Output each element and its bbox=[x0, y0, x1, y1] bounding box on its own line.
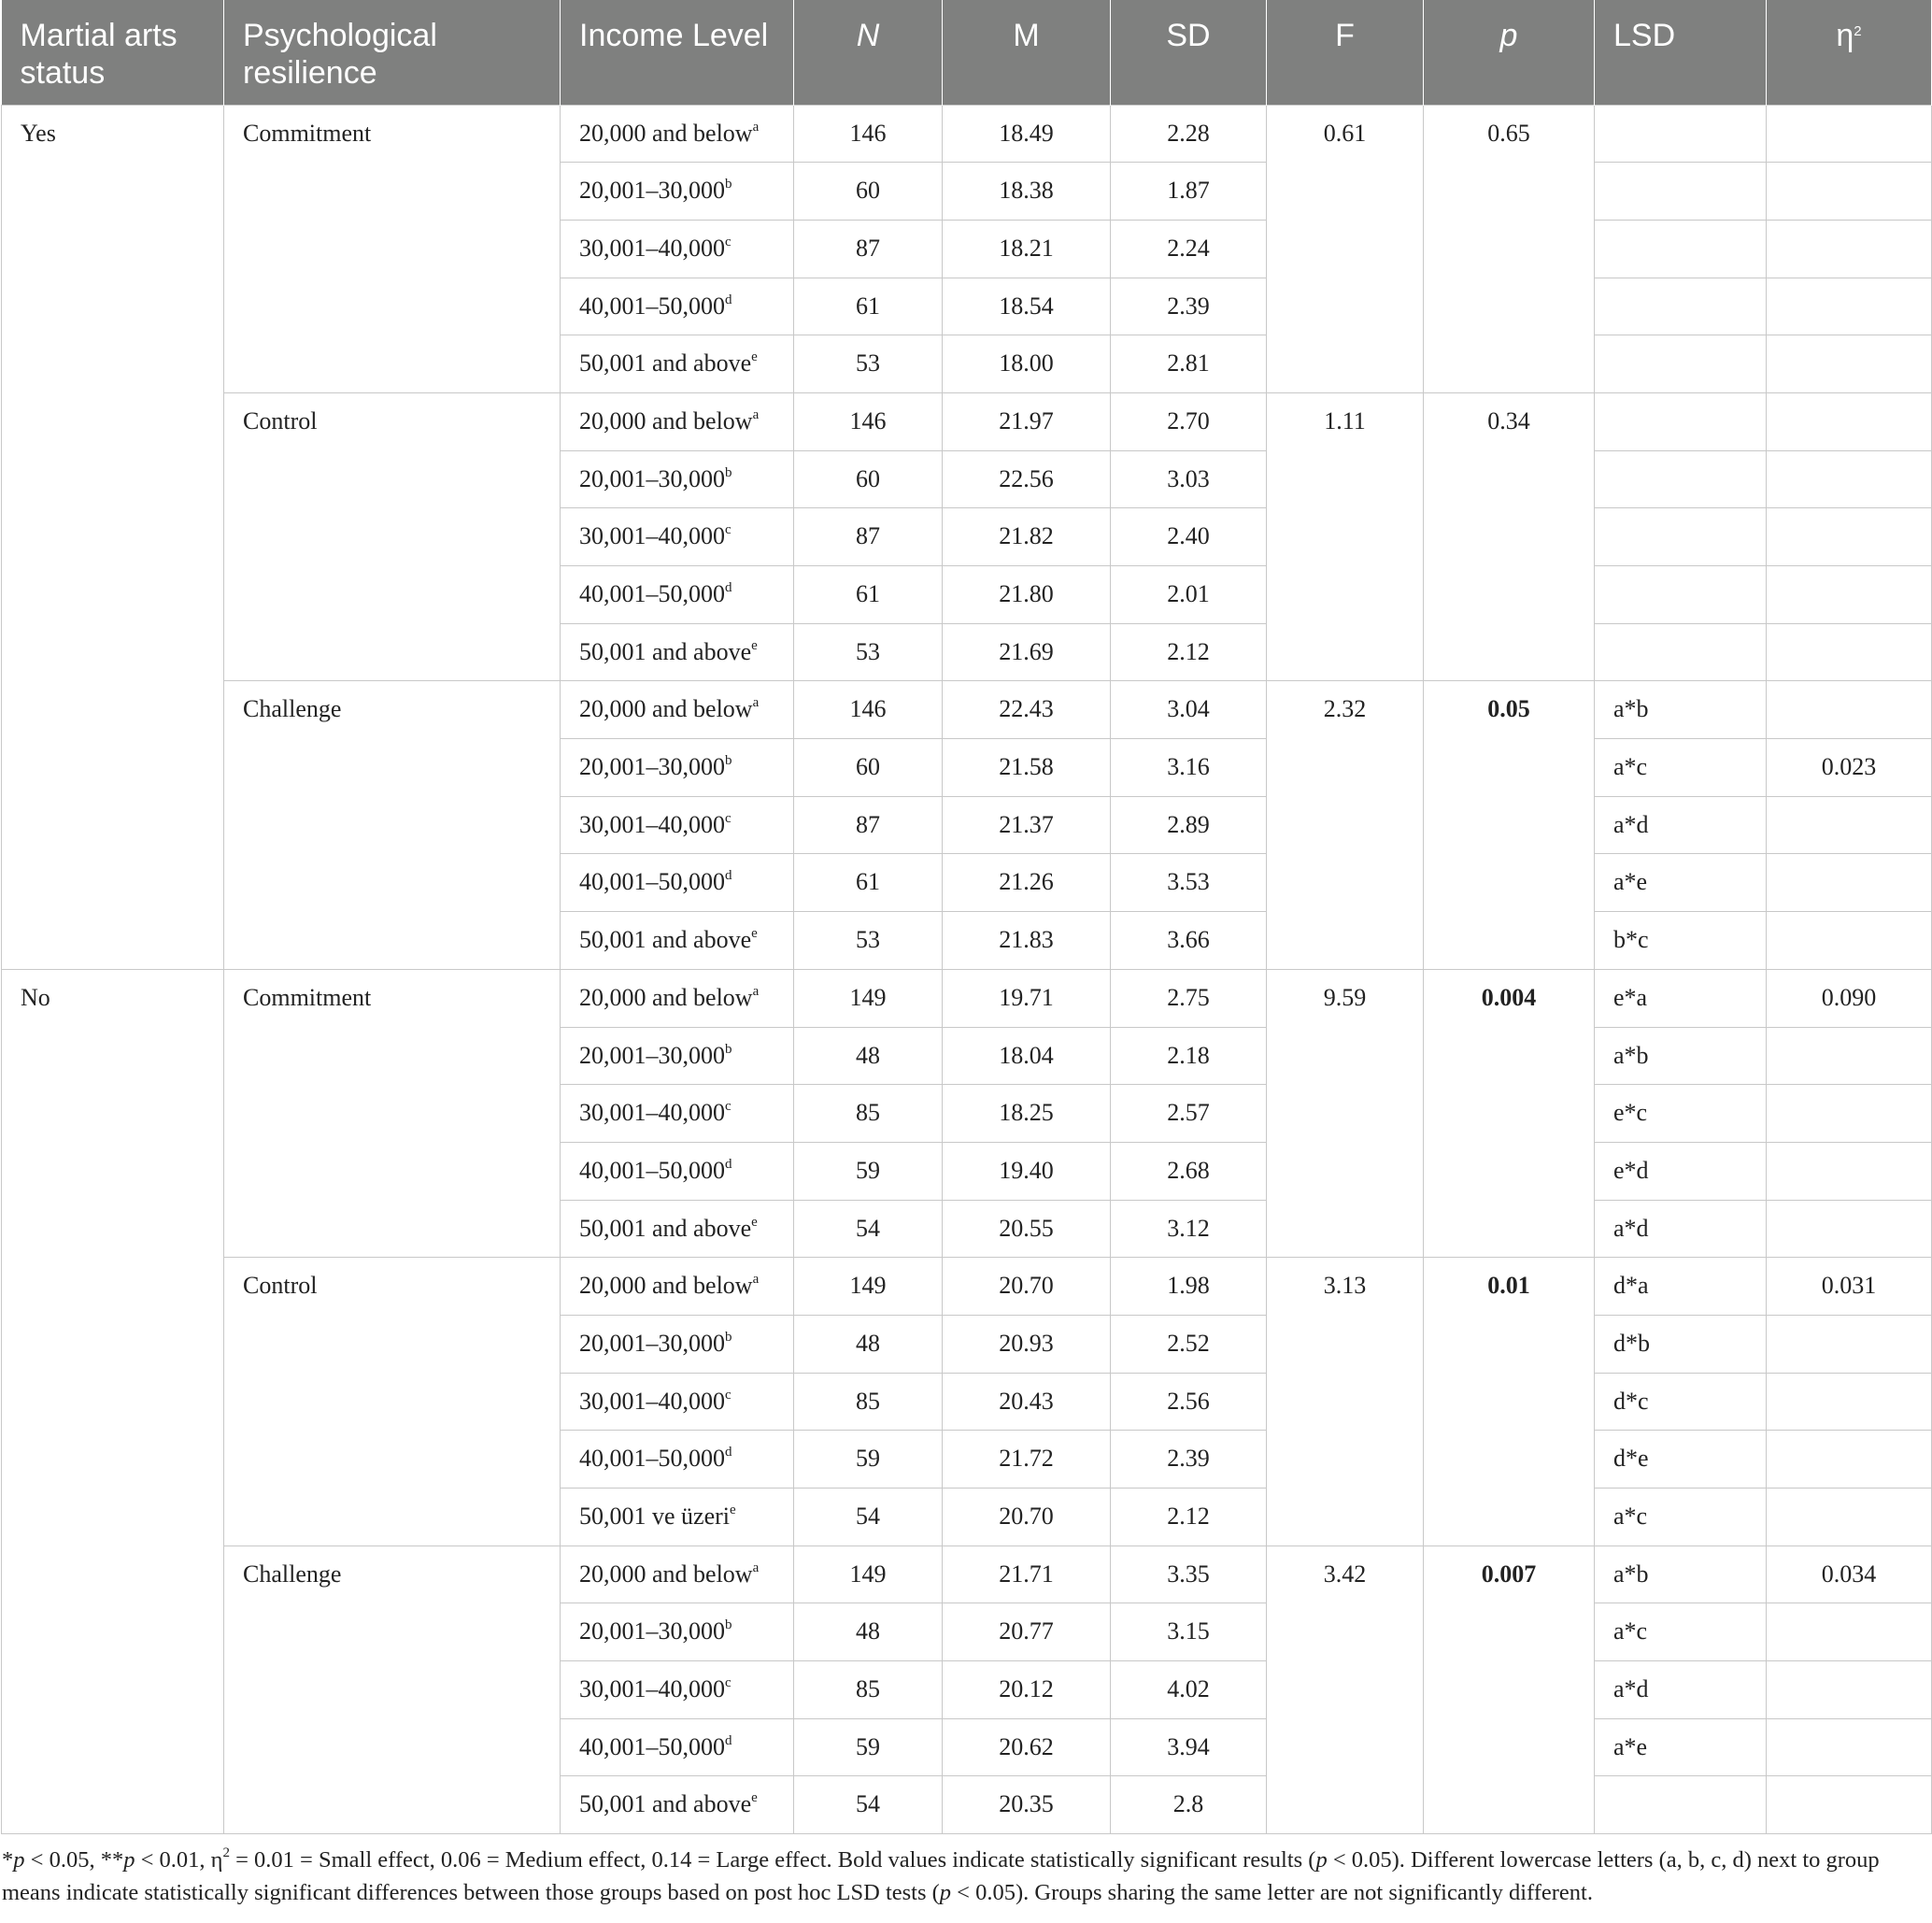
income-level-label: 20,001–30,000 bbox=[579, 1329, 725, 1357]
income-level-cell bbox=[561, 1027, 794, 1085]
mean-cell: 18.21 bbox=[943, 220, 1111, 278]
income-level-label: 20,001–30,000 bbox=[579, 753, 725, 781]
lsd-cell: a*d bbox=[1595, 1200, 1767, 1258]
income-group-letter: c bbox=[725, 1387, 732, 1403]
income-level-label: 20,001–30,000 bbox=[579, 464, 725, 492]
table-row bbox=[2, 105, 1932, 163]
mean-cell: 20.35 bbox=[943, 1776, 1111, 1834]
mean-cell: 21.71 bbox=[943, 1546, 1111, 1603]
eta-squared-cell bbox=[1767, 163, 1932, 221]
n-cell: 87 bbox=[794, 796, 943, 854]
n-cell: 61 bbox=[794, 854, 943, 912]
income-level-label: 50,001 and above bbox=[579, 1790, 752, 1818]
income-level-label: 50,001 and above bbox=[579, 637, 752, 665]
footnote-p-symbol: p bbox=[1315, 1847, 1328, 1873]
footnote-p-symbol: p bbox=[939, 1880, 952, 1905]
income-level-cell bbox=[561, 739, 794, 797]
n-cell: 85 bbox=[794, 1661, 943, 1719]
martial-arts-status-cell: Yes bbox=[2, 105, 224, 969]
mean-cell: 21.97 bbox=[943, 392, 1111, 450]
n-cell: 87 bbox=[794, 508, 943, 566]
n-cell: 59 bbox=[794, 1718, 943, 1776]
eta-squared-cell bbox=[1767, 1373, 1932, 1431]
mean-cell: 20.93 bbox=[943, 1315, 1111, 1373]
income-group-letter: d bbox=[725, 868, 732, 884]
header-eta-squared bbox=[1767, 0, 1932, 105]
f-value-cell: 3.13 bbox=[1267, 1258, 1424, 1546]
income-level-label: 30,001–40,000 bbox=[579, 234, 725, 262]
income-group-letter: b bbox=[725, 464, 732, 480]
eta-squared-cell bbox=[1767, 1315, 1932, 1373]
eta-squared-cell bbox=[1767, 1603, 1932, 1661]
sd-cell: 2.40 bbox=[1111, 508, 1267, 566]
resilience-scale-cell: Control bbox=[224, 1258, 561, 1546]
table-row bbox=[2, 681, 1932, 739]
eta-squared-cell bbox=[1767, 1489, 1932, 1546]
mean-cell: 20.43 bbox=[943, 1373, 1111, 1431]
lsd-cell: a*e bbox=[1595, 854, 1767, 912]
n-cell: 85 bbox=[794, 1373, 943, 1431]
income-group-letter: a bbox=[752, 983, 760, 999]
mean-cell: 18.00 bbox=[943, 335, 1111, 393]
income-group-letter: d bbox=[725, 1732, 732, 1748]
income-level-label: 20,001–30,000 bbox=[579, 1041, 725, 1069]
resilience-scale-cell: Commitment bbox=[224, 105, 561, 392]
p-value-cell: 0.007 bbox=[1424, 1546, 1595, 1833]
income-group-letter: c bbox=[725, 1675, 732, 1691]
income-level-label: 40,001–50,000 bbox=[579, 292, 725, 320]
f-value-cell: 2.32 bbox=[1267, 681, 1424, 969]
sd-cell: 2.70 bbox=[1111, 392, 1267, 450]
mean-cell: 22.43 bbox=[943, 681, 1111, 739]
eta-squared-cell bbox=[1767, 278, 1932, 335]
header-m: M bbox=[943, 0, 1111, 105]
header-sd: SD bbox=[1111, 0, 1267, 105]
mean-cell: 20.70 bbox=[943, 1489, 1111, 1546]
lsd-cell: a*b bbox=[1595, 681, 1767, 739]
mean-cell: 20.55 bbox=[943, 1200, 1111, 1258]
sd-cell: 2.56 bbox=[1111, 1373, 1267, 1431]
mean-cell: 19.71 bbox=[943, 969, 1111, 1027]
lsd-cell bbox=[1595, 1776, 1767, 1834]
header-p: p bbox=[1424, 0, 1595, 105]
sd-cell: 1.98 bbox=[1111, 1258, 1267, 1316]
income-level-label: 30,001–40,000 bbox=[579, 522, 725, 550]
income-group-letter: b bbox=[725, 177, 732, 192]
eta-squared-cell bbox=[1767, 1027, 1932, 1085]
n-cell: 61 bbox=[794, 278, 943, 335]
income-level-cell bbox=[561, 1661, 794, 1719]
header-income-level: Income Level bbox=[561, 0, 794, 105]
mean-cell: 20.77 bbox=[943, 1603, 1111, 1661]
sd-cell: 2.8 bbox=[1111, 1776, 1267, 1834]
p-value-cell: 0.01 bbox=[1424, 1258, 1595, 1546]
income-level-label: 40,001–50,000 bbox=[579, 1445, 725, 1473]
lsd-cell bbox=[1595, 105, 1767, 163]
sd-cell: 1.87 bbox=[1111, 163, 1267, 221]
header-f: F bbox=[1267, 0, 1424, 105]
footnote-asterisk: * bbox=[2, 1847, 14, 1873]
income-level-label: 20,000 and below bbox=[579, 983, 753, 1011]
eta-squared-cell bbox=[1767, 220, 1932, 278]
income-level-label: 40,001–50,000 bbox=[579, 580, 725, 607]
footnote-text: < 0.05). Different lowercase letters (a, b, c, d) next to group means indicate statistically significant differences between those groups based on post hoc LSD tests ( bbox=[2, 1847, 1880, 1905]
footnote-superscript: 2 bbox=[222, 1845, 230, 1860]
income-level-cell bbox=[561, 508, 794, 566]
n-cell: 60 bbox=[794, 739, 943, 797]
sd-cell: 2.75 bbox=[1111, 969, 1267, 1027]
resilience-scale-cell: Control bbox=[224, 392, 561, 680]
eta-squared-cell bbox=[1767, 796, 1932, 854]
header-row bbox=[2, 0, 1932, 105]
mean-cell: 21.82 bbox=[943, 508, 1111, 566]
lsd-cell: e*d bbox=[1595, 1142, 1767, 1200]
income-group-letter: e bbox=[751, 1790, 758, 1806]
n-cell: 146 bbox=[794, 105, 943, 163]
income-group-letter: a bbox=[752, 695, 760, 711]
n-cell: 146 bbox=[794, 681, 943, 739]
n-cell: 48 bbox=[794, 1603, 943, 1661]
income-level-cell bbox=[561, 1431, 794, 1489]
income-level-cell bbox=[561, 623, 794, 681]
mean-cell: 18.04 bbox=[943, 1027, 1111, 1085]
n-cell: 61 bbox=[794, 566, 943, 624]
p-value-cell: 0.004 bbox=[1424, 969, 1595, 1257]
income-group-letter: c bbox=[725, 522, 732, 538]
eta-squared-cell bbox=[1767, 854, 1932, 912]
income-level-label: 30,001–40,000 bbox=[579, 1099, 725, 1127]
eta-squared-cell bbox=[1767, 1142, 1932, 1200]
n-cell: 85 bbox=[794, 1085, 943, 1143]
f-value-cell: 1.11 bbox=[1267, 392, 1424, 680]
income-group-letter: e bbox=[751, 926, 758, 942]
mean-cell: 21.26 bbox=[943, 854, 1111, 912]
income-level-cell bbox=[561, 163, 794, 221]
mean-cell: 21.37 bbox=[943, 796, 1111, 854]
income-level-cell bbox=[561, 1776, 794, 1834]
sd-cell: 2.12 bbox=[1111, 1489, 1267, 1546]
p-value-cell: 0.65 bbox=[1424, 105, 1595, 392]
header-n: N bbox=[794, 0, 943, 105]
n-cell: 48 bbox=[794, 1315, 943, 1373]
header-lsd: LSD bbox=[1595, 0, 1767, 105]
lsd-cell: a*c bbox=[1595, 1489, 1767, 1546]
income-level-label: 30,001–40,000 bbox=[579, 810, 725, 838]
table-row bbox=[2, 969, 1932, 1027]
n-cell: 149 bbox=[794, 1258, 943, 1316]
eta-squared-cell bbox=[1767, 508, 1932, 566]
table-row bbox=[2, 1546, 1932, 1603]
sd-cell: 3.16 bbox=[1111, 739, 1267, 797]
income-group-letter: b bbox=[725, 1041, 732, 1057]
mean-cell: 22.56 bbox=[943, 450, 1111, 508]
n-cell: 54 bbox=[794, 1200, 943, 1258]
mean-cell: 21.72 bbox=[943, 1431, 1111, 1489]
income-level-label: 20,001–30,000 bbox=[579, 177, 725, 205]
income-level-label: 20,000 and below bbox=[579, 1560, 753, 1588]
income-group-letter: b bbox=[725, 753, 732, 769]
income-level-cell bbox=[561, 1200, 794, 1258]
income-level-cell bbox=[561, 278, 794, 335]
income-group-letter: a bbox=[752, 1560, 760, 1575]
lsd-cell: e*a bbox=[1595, 969, 1767, 1027]
income-level-cell bbox=[561, 1142, 794, 1200]
mean-cell: 20.62 bbox=[943, 1718, 1111, 1776]
mean-cell: 19.40 bbox=[943, 1142, 1111, 1200]
f-value-cell: 0.61 bbox=[1267, 105, 1424, 392]
income-level-label: 30,001–40,000 bbox=[579, 1675, 725, 1703]
lsd-cell: a*c bbox=[1595, 739, 1767, 797]
eta-squared-cell bbox=[1767, 1431, 1932, 1489]
mean-cell: 18.49 bbox=[943, 105, 1111, 163]
eta-squared-cell bbox=[1767, 912, 1932, 970]
mean-cell: 20.12 bbox=[943, 1661, 1111, 1719]
lsd-cell: a*c bbox=[1595, 1603, 1767, 1661]
mean-cell: 18.25 bbox=[943, 1085, 1111, 1143]
eta-squared-cell bbox=[1767, 1718, 1932, 1776]
income-level-label: 40,001–50,000 bbox=[579, 1732, 725, 1760]
income-level-cell bbox=[561, 566, 794, 624]
income-level-label: 20,000 and below bbox=[579, 1272, 753, 1300]
lsd-cell bbox=[1595, 335, 1767, 393]
income-level-cell bbox=[561, 105, 794, 163]
lsd-cell: a*b bbox=[1595, 1546, 1767, 1603]
sd-cell: 2.18 bbox=[1111, 1027, 1267, 1085]
footnote-text: < 0.05, ** bbox=[24, 1847, 124, 1873]
lsd-cell: b*c bbox=[1595, 912, 1767, 970]
income-level-cell bbox=[561, 220, 794, 278]
sd-cell: 2.81 bbox=[1111, 335, 1267, 393]
income-level-label: 30,001–40,000 bbox=[579, 1387, 725, 1415]
sd-cell: 3.94 bbox=[1111, 1718, 1267, 1776]
n-cell: 149 bbox=[794, 969, 943, 1027]
income-level-cell bbox=[561, 1546, 794, 1603]
income-group-letter: d bbox=[725, 1445, 732, 1460]
sd-cell: 2.24 bbox=[1111, 220, 1267, 278]
lsd-cell: d*e bbox=[1595, 1431, 1767, 1489]
income-level-cell bbox=[561, 969, 794, 1027]
income-level-label: 50,001 ve üzeri bbox=[579, 1503, 731, 1530]
income-level-cell bbox=[561, 1489, 794, 1546]
income-group-letter: b bbox=[725, 1329, 732, 1345]
income-group-letter: a bbox=[752, 1272, 760, 1288]
lsd-cell bbox=[1595, 566, 1767, 624]
header-psychological-resilience: Psychological resilience bbox=[224, 0, 561, 105]
lsd-cell bbox=[1595, 623, 1767, 681]
income-level-label: 40,001–50,000 bbox=[579, 1156, 725, 1184]
lsd-cell: a*e bbox=[1595, 1718, 1767, 1776]
sd-cell: 2.68 bbox=[1111, 1142, 1267, 1200]
lsd-cell: a*d bbox=[1595, 1661, 1767, 1719]
income-level-label: 50,001 and above bbox=[579, 349, 752, 377]
income-level-label: 50,001 and above bbox=[579, 1214, 752, 1242]
resilience-scale-cell: Commitment bbox=[224, 969, 561, 1257]
n-cell: 60 bbox=[794, 163, 943, 221]
mean-cell: 18.54 bbox=[943, 278, 1111, 335]
mean-cell: 21.69 bbox=[943, 623, 1111, 681]
n-cell: 87 bbox=[794, 220, 943, 278]
eta-squared-cell bbox=[1767, 335, 1932, 393]
income-group-letter: c bbox=[725, 234, 732, 249]
sd-cell: 3.04 bbox=[1111, 681, 1267, 739]
table-row bbox=[2, 1258, 1932, 1316]
income-group-letter: d bbox=[725, 580, 732, 595]
income-level-cell bbox=[561, 912, 794, 970]
footnote-text: < 0.05). Groups sharing the same letter are not significantly different. bbox=[951, 1880, 1593, 1905]
sd-cell: 3.12 bbox=[1111, 1200, 1267, 1258]
resilience-scale-cell: Challenge bbox=[224, 1546, 561, 1833]
n-cell: 60 bbox=[794, 450, 943, 508]
income-level-cell bbox=[561, 1373, 794, 1431]
income-group-letter: c bbox=[725, 1099, 732, 1115]
lsd-cell: d*c bbox=[1595, 1373, 1767, 1431]
sd-cell: 3.15 bbox=[1111, 1603, 1267, 1661]
n-cell: 59 bbox=[794, 1142, 943, 1200]
n-cell: 59 bbox=[794, 1431, 943, 1489]
n-cell: 54 bbox=[794, 1776, 943, 1834]
lsd-cell bbox=[1595, 450, 1767, 508]
n-cell: 53 bbox=[794, 912, 943, 970]
mean-cell: 21.83 bbox=[943, 912, 1111, 970]
n-cell: 149 bbox=[794, 1546, 943, 1603]
income-group-letter: b bbox=[725, 1617, 732, 1633]
sd-cell: 2.01 bbox=[1111, 566, 1267, 624]
resilience-scale-cell: Challenge bbox=[224, 681, 561, 969]
sd-cell: 3.03 bbox=[1111, 450, 1267, 508]
income-group-letter: c bbox=[725, 810, 732, 826]
p-value-cell: 0.34 bbox=[1424, 392, 1595, 680]
header-martial-arts-status: Martial arts status bbox=[2, 0, 224, 105]
n-cell: 54 bbox=[794, 1489, 943, 1546]
eta-squared-cell bbox=[1767, 1776, 1932, 1834]
income-level-cell bbox=[561, 1258, 794, 1316]
f-value-cell: 9.59 bbox=[1267, 969, 1424, 1257]
eta-squared-cell bbox=[1767, 1085, 1932, 1143]
lsd-cell bbox=[1595, 508, 1767, 566]
sd-cell: 2.89 bbox=[1111, 796, 1267, 854]
n-cell: 53 bbox=[794, 335, 943, 393]
lsd-cell: e*c bbox=[1595, 1085, 1767, 1143]
martial-arts-status-cell: No bbox=[2, 969, 224, 1833]
n-cell: 48 bbox=[794, 1027, 943, 1085]
mean-cell: 18.38 bbox=[943, 163, 1111, 221]
f-value-cell: 3.42 bbox=[1267, 1546, 1424, 1833]
income-group-letter: e bbox=[730, 1503, 736, 1517]
income-level-cell bbox=[561, 392, 794, 450]
table-body bbox=[2, 105, 1932, 1834]
income-group-letter: a bbox=[752, 406, 760, 422]
income-level-cell bbox=[561, 1603, 794, 1661]
income-level-cell bbox=[561, 1315, 794, 1373]
income-group-letter: d bbox=[725, 292, 732, 307]
mean-cell: 20.70 bbox=[943, 1258, 1111, 1316]
eta-squared-cell: 0.031 bbox=[1767, 1258, 1932, 1316]
footnote-text: = 0.01 = Small effect, 0.06 = Medium effect, 0.14 = Large effect. Bold values indicate statistically significant results ( bbox=[229, 1847, 1316, 1873]
lsd-cell: d*a bbox=[1595, 1258, 1767, 1316]
income-level-label: 40,001–50,000 bbox=[579, 868, 725, 896]
sd-cell: 2.39 bbox=[1111, 1431, 1267, 1489]
eta-squared-cell: 0.090 bbox=[1767, 969, 1932, 1027]
sd-cell: 2.12 bbox=[1111, 623, 1267, 681]
anova-table bbox=[1, 0, 1932, 1834]
eta-squared-cell bbox=[1767, 105, 1932, 163]
sd-cell: 2.28 bbox=[1111, 105, 1267, 163]
footnote-p-symbol: p bbox=[13, 1847, 25, 1873]
eta-squared-cell bbox=[1767, 1200, 1932, 1258]
sd-cell: 2.52 bbox=[1111, 1315, 1267, 1373]
eta-squared-cell: 0.034 bbox=[1767, 1546, 1932, 1603]
eta-squared-cell: 0.023 bbox=[1767, 739, 1932, 797]
lsd-cell: a*d bbox=[1595, 796, 1767, 854]
lsd-cell: a*b bbox=[1595, 1027, 1767, 1085]
sd-cell: 4.02 bbox=[1111, 1661, 1267, 1719]
eta-squared-cell bbox=[1767, 566, 1932, 624]
lsd-cell bbox=[1595, 163, 1767, 221]
income-group-letter: d bbox=[725, 1156, 732, 1172]
income-group-letter: e bbox=[751, 349, 758, 365]
eta-squared-cell bbox=[1767, 681, 1932, 739]
income-group-letter: e bbox=[751, 637, 758, 653]
income-level-cell bbox=[561, 335, 794, 393]
income-level-cell bbox=[561, 796, 794, 854]
eta-superscript: 2 bbox=[1854, 23, 1862, 39]
sd-cell: 3.35 bbox=[1111, 1546, 1267, 1603]
footnote-text: < 0.01, η bbox=[135, 1847, 223, 1873]
sd-cell: 2.57 bbox=[1111, 1085, 1267, 1143]
income-level-label: 20,000 and below bbox=[579, 406, 753, 434]
income-level-cell bbox=[561, 1718, 794, 1776]
mean-cell: 21.80 bbox=[943, 566, 1111, 624]
income-level-label: 50,001 and above bbox=[579, 926, 752, 954]
eta-squared-cell bbox=[1767, 1661, 1932, 1719]
mean-cell: 21.58 bbox=[943, 739, 1111, 797]
income-level-label: 20,000 and below bbox=[579, 119, 753, 147]
p-value-cell: 0.05 bbox=[1424, 681, 1595, 969]
income-level-label: 20,000 and below bbox=[579, 695, 753, 723]
n-cell: 146 bbox=[794, 392, 943, 450]
footnote-p-symbol: p bbox=[123, 1847, 135, 1873]
eta-symbol: η bbox=[1836, 18, 1854, 53]
sd-cell: 3.66 bbox=[1111, 912, 1267, 970]
income-level-cell bbox=[561, 1085, 794, 1143]
table-row bbox=[2, 392, 1932, 450]
eta-squared-cell bbox=[1767, 450, 1932, 508]
eta-squared-cell bbox=[1767, 392, 1932, 450]
income-level-cell bbox=[561, 854, 794, 912]
n-cell: 53 bbox=[794, 623, 943, 681]
table-footnote bbox=[2, 1844, 1926, 1909]
sd-cell: 2.39 bbox=[1111, 278, 1267, 335]
lsd-cell bbox=[1595, 278, 1767, 335]
lsd-cell bbox=[1595, 220, 1767, 278]
lsd-cell: d*b bbox=[1595, 1315, 1767, 1373]
income-group-letter: e bbox=[751, 1214, 758, 1230]
sd-cell: 3.53 bbox=[1111, 854, 1267, 912]
income-level-label: 20,001–30,000 bbox=[579, 1617, 725, 1645]
income-level-cell bbox=[561, 450, 794, 508]
income-group-letter: a bbox=[752, 119, 760, 135]
lsd-cell bbox=[1595, 392, 1767, 450]
eta-squared-cell bbox=[1767, 623, 1932, 681]
income-level-cell bbox=[561, 681, 794, 739]
